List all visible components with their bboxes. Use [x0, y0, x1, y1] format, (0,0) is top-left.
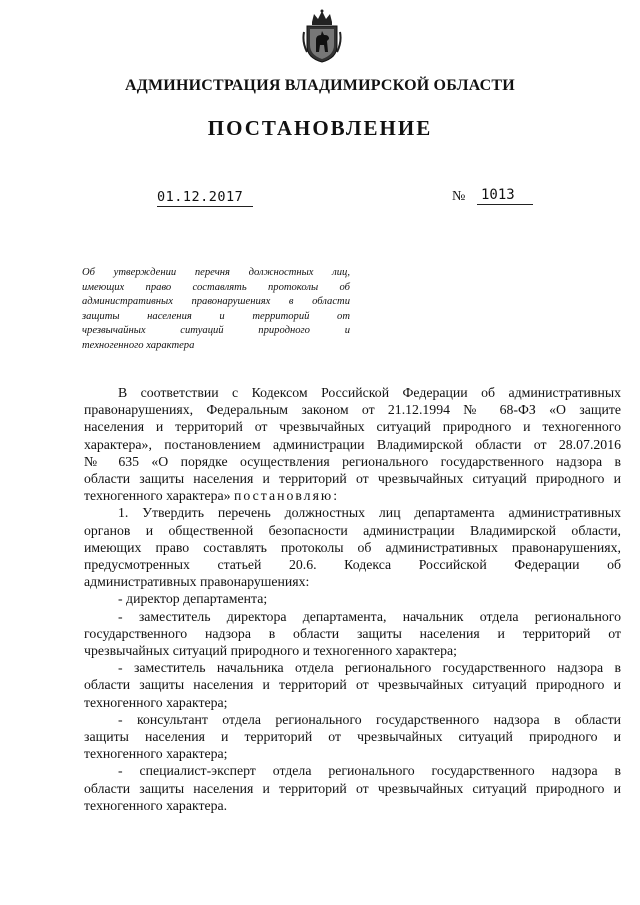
body-line: области защиты населения и территорий от чрезвычайных ситуаций природного и: [84, 471, 621, 487]
subject-line: административных правонарушениях в области: [82, 296, 350, 307]
body-line: характера», постановлением администрации Владимирской области от 28.07.2016: [84, 436, 621, 452]
body-line-text: техногенного характера»: [84, 488, 231, 504]
subject-line: техногенного характера: [82, 339, 195, 351]
document-date: 01.12.2017: [157, 189, 253, 207]
list-item: - консультант отдела регионального государственного надзора в области: [118, 711, 621, 727]
body-line: чрезвычайных ситуаций природного и техногенного характера;: [84, 643, 457, 659]
body-line: населения и территорий от чрезвычайных ситуаций природного и техногенного: [84, 419, 621, 435]
document-body: [84, 384, 621, 814]
document-subject: [82, 266, 350, 353]
document-number: 1013: [477, 187, 533, 205]
body-line: правонарушениях, Федеральным законом от 21.12.1994 № 68-ФЗ «О защите: [84, 402, 621, 418]
body-line: имеющих право составлять протоколы об административных правонарушениях,: [84, 539, 621, 555]
body-line: предусмотренных статьей 20.6. Кодекса Российской Федерации об: [84, 557, 621, 573]
document-type-title: ПОСТАНОВЛЕНИЕ: [207, 116, 433, 140]
list-item: - директор департамента;: [118, 591, 268, 607]
body-line: 1. Утвердить перечень должностных лиц департамента административных: [118, 505, 621, 521]
body-line: защиты населения и территорий от чрезвычайных ситуаций природного и: [84, 729, 621, 745]
body-line: государственного надзора в области защиты населения и территорий от: [84, 625, 621, 641]
subject-line: чрезвычайных ситуаций природного и: [82, 325, 350, 336]
body-line: области защиты населения и территорий от чрезвычайных ситуаций природного и: [84, 677, 621, 693]
body-line: техногенного характера.: [84, 797, 228, 813]
subject-line: имеющих право составлять протоколы об: [82, 281, 350, 293]
subject-line: Об утверждении перечня должностных лиц,: [82, 267, 350, 278]
list-item: - заместитель директора департамента, начальник отдела регионального: [118, 608, 621, 624]
body-line: В соответствии с Кодексом Российской Федерации об административных: [118, 385, 621, 400]
body-line: техногенного характера;: [84, 694, 228, 710]
list-item: - заместитель начальника отдела регионального государственного надзора в: [118, 660, 621, 676]
list-item: - специалист-эксперт отдела регионального государственного надзора в: [118, 763, 621, 779]
coat-of-arms-emblem: [302, 8, 342, 64]
body-line: административных правонарушениях:: [84, 574, 310, 590]
number-sign: №: [452, 189, 466, 204]
decree-word: постановляю:: [234, 488, 340, 504]
body-line: [84, 487, 621, 504]
subject-line: защиты населения и территорий от: [82, 310, 350, 322]
body-line: техногенного характера;: [84, 746, 228, 762]
organization-title: АДМИНИСТРАЦИЯ ВЛАДИМИРСКОЙ ОБЛАСТИ: [125, 77, 515, 94]
body-line: области защиты населения и территорий от чрезвычайных ситуаций природного и: [84, 780, 621, 796]
body-line: № 635 «О порядке осуществления регионального государственного надзора в: [84, 453, 621, 469]
body-line: органов и общественной безопасности администрации Владимирской области,: [84, 522, 621, 538]
